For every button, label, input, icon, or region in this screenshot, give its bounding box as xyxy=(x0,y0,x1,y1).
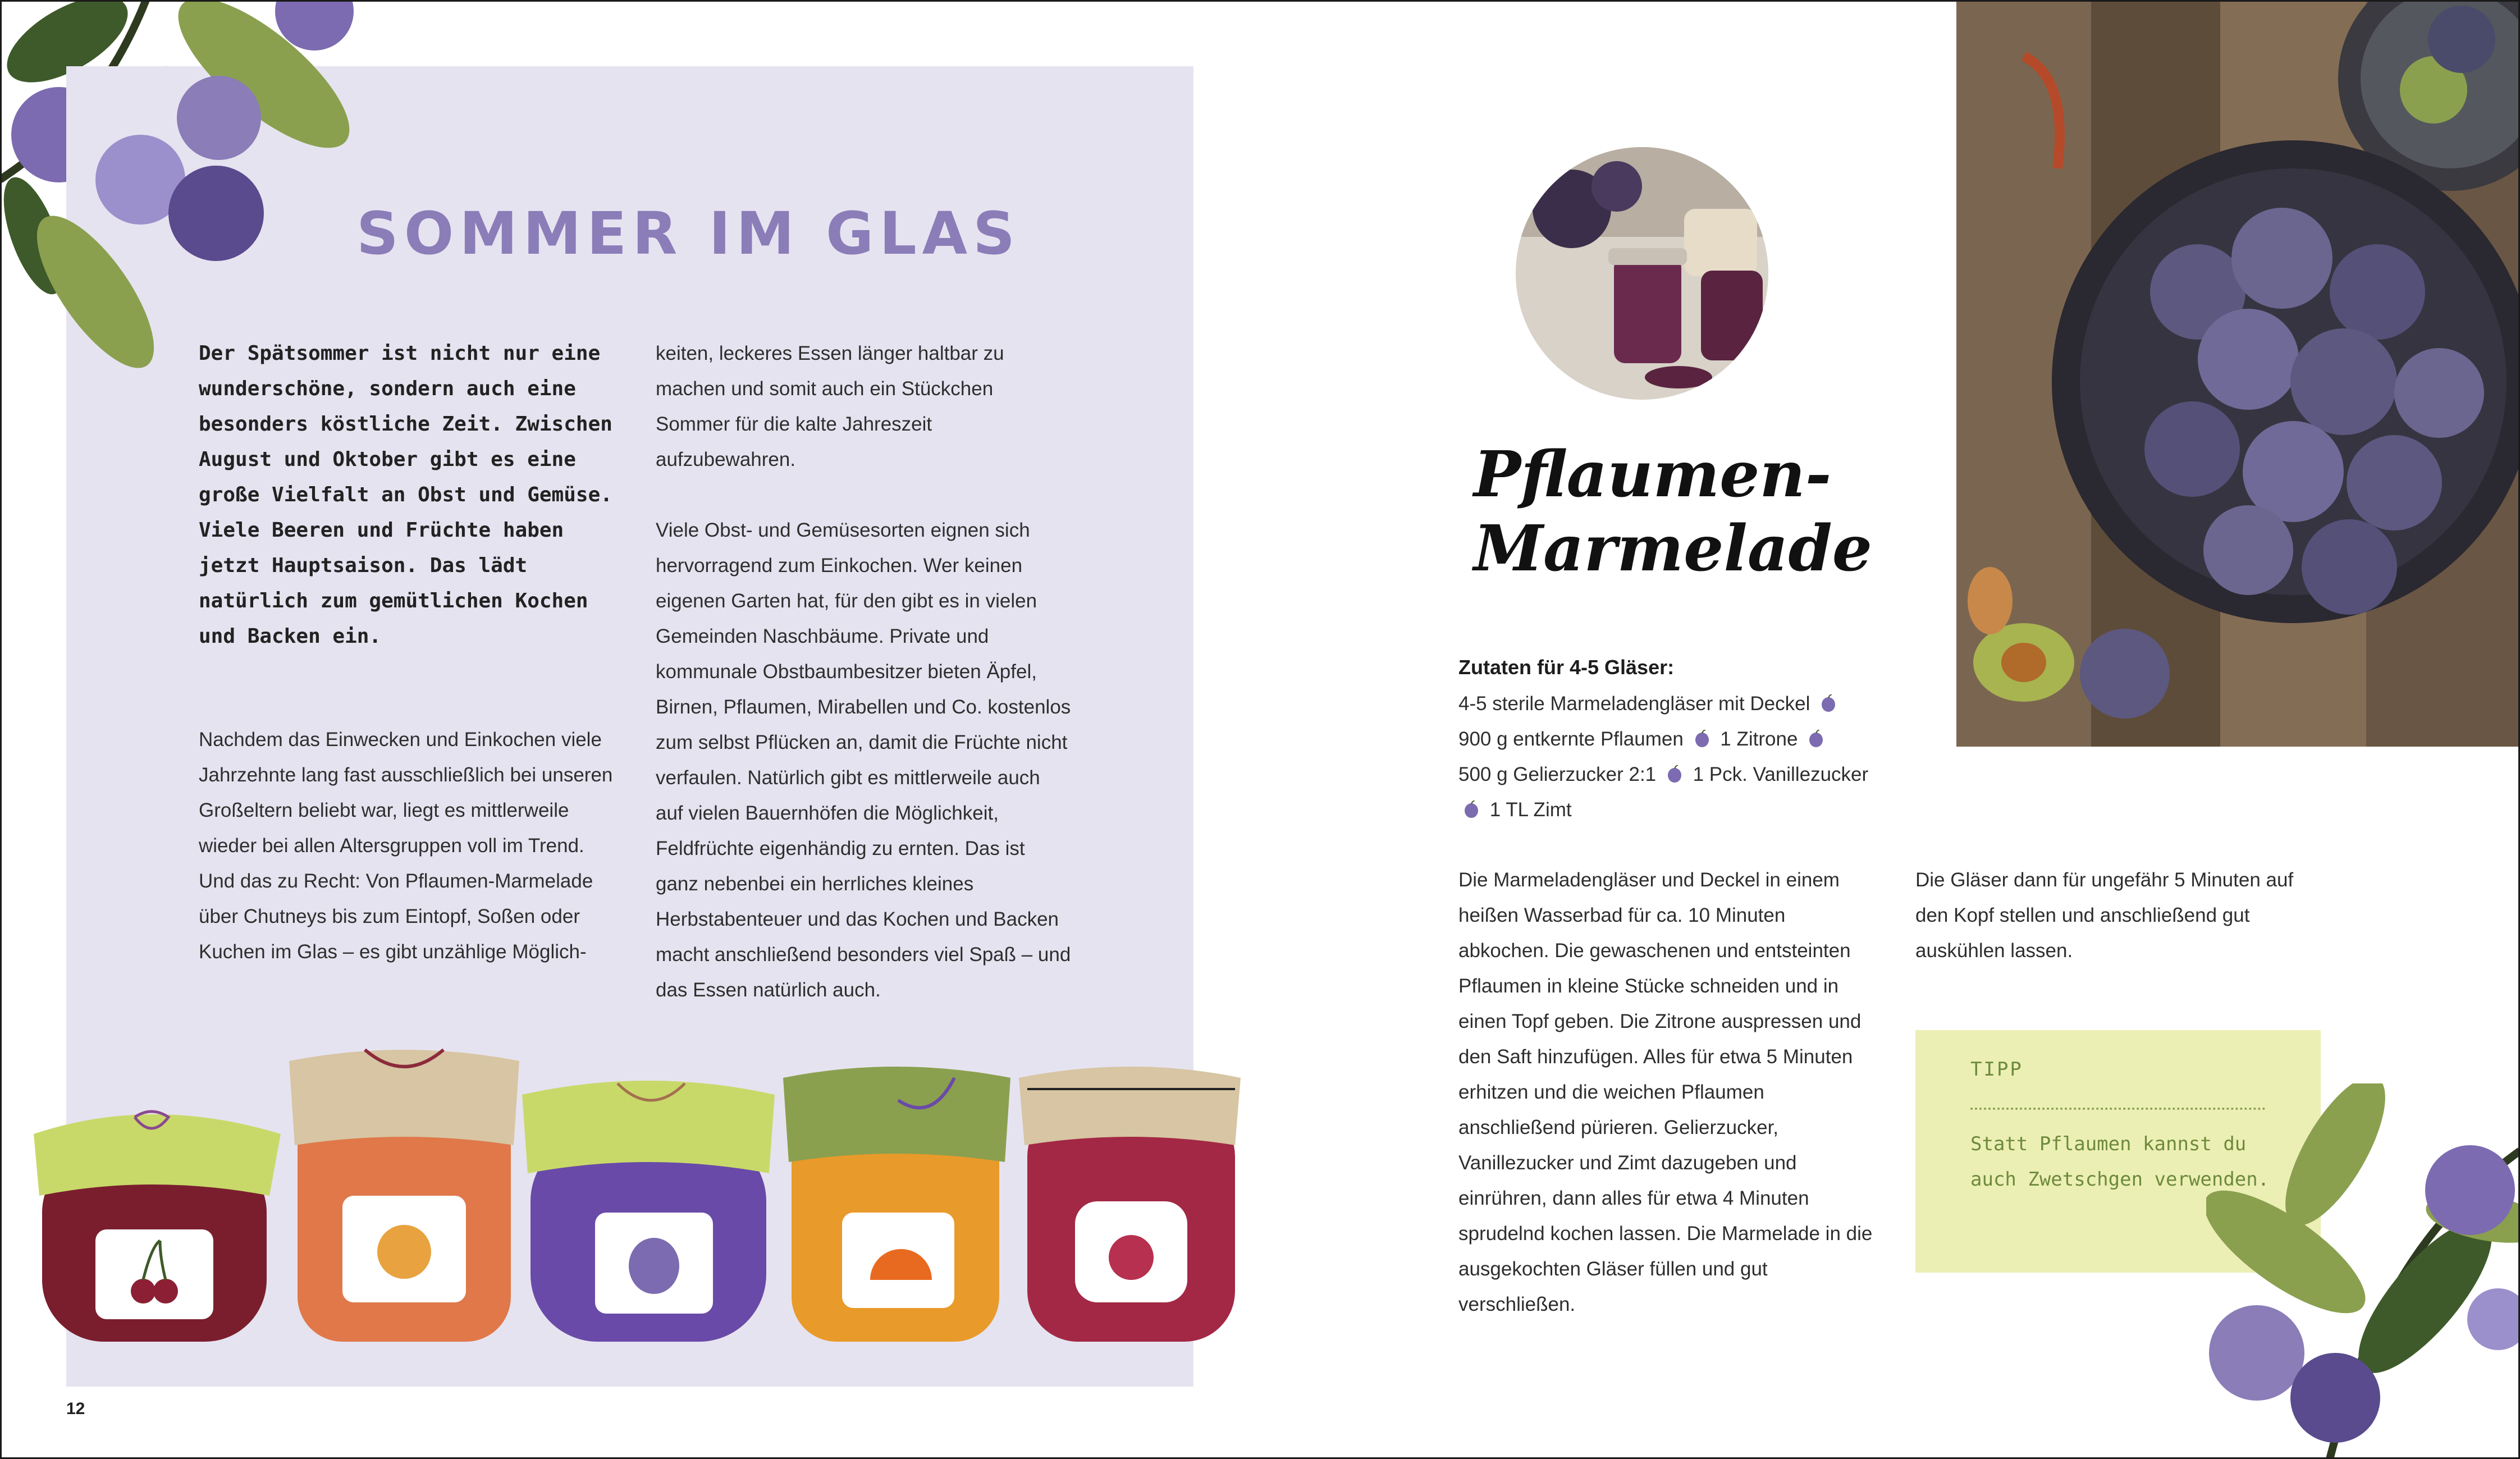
cherry-jam-jar xyxy=(34,1112,281,1342)
body-column-2 xyxy=(656,336,1071,1043)
plum-bullet-icon xyxy=(1695,730,1709,748)
body-paragraph: keiten, leckeres Essen länger haltbar zu machen und somit auch ein Stückchen Sommer für die kalte Jahreszeit aufzubewahren. xyxy=(656,342,1004,470)
jam-photo-circle xyxy=(1516,147,1768,400)
plum-bullet-icon xyxy=(1809,730,1823,748)
recipe-title-line: Pflaumen- xyxy=(1474,438,1832,511)
ingredient-item: 900 g entkernte Pflaumen xyxy=(1458,728,1684,750)
instructions-column-2: Die Gläser dann für ungefähr 5 Minuten auf den Kopf stellen und anschließend gut auskühlen lassen. xyxy=(1915,869,2294,962)
page-number: 12 xyxy=(66,1399,85,1418)
raspberry-jam-jar xyxy=(1019,1067,1241,1342)
page-headline: SOMMER IM GLAS xyxy=(356,199,1021,268)
plum-branch-bottom-right xyxy=(2206,1083,2520,1459)
ingredient-item: 1 Zitrone xyxy=(1720,728,1798,750)
body-paragraph: Nachdem das Einwecken und Einkochen viele Jahrzehnte lang fast ausschließlich bei unseren Großeltern beliebt war, liegt es mittlerweile wieder bei allen Altersgruppen voll im Trend. Und das zu Recht: Von Pflaumen-Marmelade über Chutneys bis zum Eintopf, Soßen oder Kuchen im Glas – es gibt unzählige Möglich- xyxy=(199,729,613,963)
orange-jam-jar xyxy=(783,1067,1010,1342)
plum-bullet-icon xyxy=(1464,801,1479,818)
tip-text: Statt Pflaumen kannst du auch Zwetschgen verwenden. xyxy=(1970,1133,2270,1191)
plum-jam-jar xyxy=(522,1081,775,1342)
ingredient-item: 1 TL Zimt xyxy=(1489,799,1572,821)
instructions-column-1: Die Marmeladengläser und Deckel in einem heißen Wasserbad für ca. 10 Minuten abkochen. Die gewaschenen und entsteinten Pflaumen in kleine Stücke schneiden und in einen Topf geben. Die Zitrone auspressen und den Saft hinzufügen. Alles für etwa 5 Minuten erhitzen und die weichen Pflaumen anschließend pürieren. Gelierzucker, Vanillezucker und Zimt dazugeben und einrühren, dann alles für etwa 4 Minuten sprudelnd kochen lassen. Die Marmelade in die ausgekochten Gläser füllen und gut verschließen. xyxy=(1458,869,1873,1315)
recipe-title xyxy=(1474,438,1873,586)
plum-bullet-icon xyxy=(1667,765,1682,783)
ingredient-item: 500 g Gelierzucker 2:1 xyxy=(1458,763,1657,785)
ingredients-heading: Zutaten für 4-5 Gläser: xyxy=(1458,656,1675,679)
plum-branch-overlay xyxy=(0,0,382,371)
jam-jars-illustration xyxy=(0,1033,1291,1359)
body-paragraph: Viele Obst- und Gemüsesorten eignen sich hervorragend zum Einkochen. Wer keinen eigenen Garten hat, für den gibt es in vielen Gemeinden Naschbäume. Private und kommunale Obstbaumbesitzer bieten Äpfel, Birnen, Pflaumen, Mirabellen und Co. kostenlos zum selbst Pflücken an, damit die Früchte nicht verfaulen. Natürlich gibt es mittlerweile auch auf vielen Bauernhöfen die Möglichkeit, Feldfrüchte eigenhändig zu ernten. Das ist ganz nebenbei ein herrliches kleines Herbstabenteuer und das Kochen und Backen macht anschließend besonders viel Spaß – und das Essen natürlich auch. xyxy=(656,519,1071,1001)
plums-bowl-photo xyxy=(1956,0,2520,747)
tip-label: TIPP xyxy=(1970,1058,2023,1081)
apricot-jam-jar xyxy=(289,1050,519,1342)
recipe-title-line: Marmelade xyxy=(1474,512,1873,586)
ingredient-item: 4-5 sterile Marmeladengläser mit Deckel xyxy=(1458,693,1810,715)
ingredient-item: 1 Pck. Vanillezucker xyxy=(1693,763,1869,785)
ingredients-list xyxy=(1458,686,1874,827)
intro-paragraph: Der Spätsommer ist nicht nur eine wunderschöne, sondern auch eine besonders köstliche Zeit. Zwischen August und Oktober gibt es eine große Vielfalt an Obst und Gemüse. Viele Beeren und Früchte haben jetzt Hauptsaison. Das lädt natürlich zum gemütlichen Kochen und Backen ein. xyxy=(199,342,612,648)
body-column-1 xyxy=(199,722,625,1005)
plum-bullet-icon xyxy=(1821,694,1836,712)
